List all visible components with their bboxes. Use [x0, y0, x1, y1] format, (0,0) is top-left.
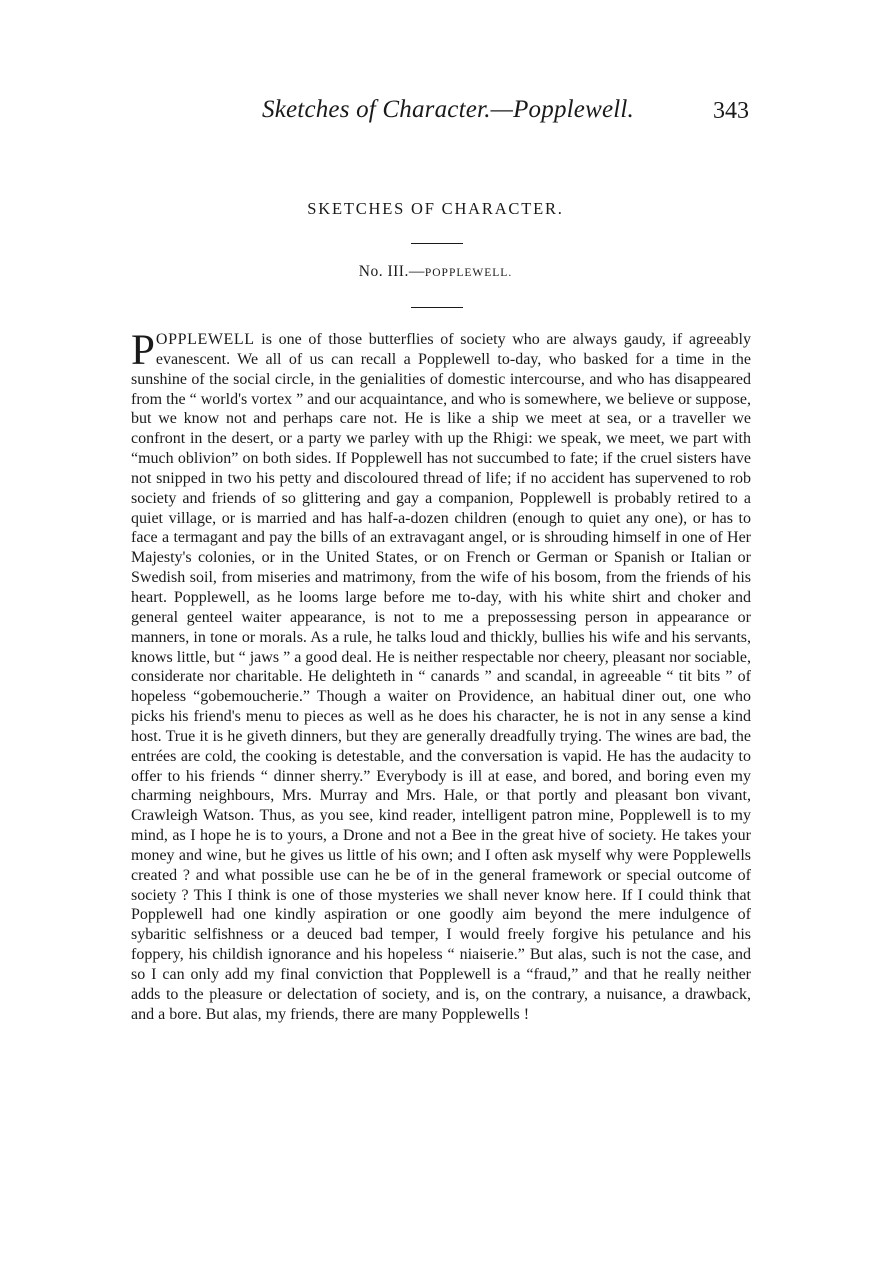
- subtitle-number: No. III.—: [358, 263, 425, 280]
- lead-word: OPPLEWELL: [155, 331, 255, 348]
- subtitle-name: POPPLEWELL.: [424, 267, 513, 279]
- running-title: Sketches of Character.—Popplewell.: [262, 96, 635, 123]
- article-subtitle: [0, 263, 871, 281]
- drop-cap: P: [131, 327, 155, 374]
- article-body: [131, 327, 752, 1025]
- body-paragraph: [131, 327, 752, 1025]
- paragraph-text: is one of those butterflies of society who are always gaudy, if agreeably evanescent. We all of us can recall a Popplewell to-day, who basked for a time in the sunshine of the social circle, in the genialities of domestic intercourse, and who has disappeared from the “ world's vortex ” and our acquaintance, and who is somewhere, we believe or suppose, but we know not and perhaps care not. He is like a ship we meet at sea, or a traveller we confront in the desert, or a party we parley with up the Rhigi: we speak, we meet, we part with “much oblivion” on both sides. If Popplewell has not succumbed to fate; if the cruel sisters have not snipped in two his petty and discoloured thread of life; if no accident has supervened to rob society and friends of so glittering and gay a companion, Popplewell is probably retired to a quiet village, or is married and has half-a-dozen children (enough to quiet any one), or has to face a termagant and pay the bills of an extravagant angel, or is shrouding himself in one of Her Majesty's colonies, or in the United States, or on French or German or Spanish or Italian or Swedish soil, from miseries and matrimony, from the wife of his bosom, from the friends of his heart. Popplewell, as he looms large before me to-day, with his white shirt and choker and general genteel waiter appearance, is not to me a prepossessing person in appearance or manners, in tone or morals. As a rule, he talks loud and thickly, bullies his wife and his servants, knows little, but “ jaws ” a good deal. He is neither respectable nor cheery, pleasant nor sociable, considerate nor charitable. He delighteth in “ canards ” and scandal, in agreeable “ tit bits ” of hopeless “gobemoucherie.” Though a waiter on Providence, an habitual diner out, one who picks his friend's menu to pieces as well as he does his character, he is not in any sense a kind host. True it is he giveth dinners, but they are generally dreadfully trying. The wines are bad, the entrées are cold, the cooking is detestable, and the conversation is vapid. He has the audacity to offer to his friends “ dinner sherry.” Everybody is ill at ease, and bored, and boring even my charming neighbours, Mrs. Murray and Mrs. Hale, or that portly and pleasant bon vivant, Crawleigh Watson. Thus, as you see, kind reader, intelligent patron mine, Popplewell is to my mind, as I hope he is to yours, a Drone and not a Bee in the great hive of society. He takes your money and wine, but he gives us little of his own; and I often ask myself why were Popplewells created ? and what possible use can he be of in the general framework or special outcome of society ? This I think is one of those mysteries we shall never know here. If I could think that Popplewell had one kindly aspiration or one goodly aim beyond the mere indulgence of sybaritic selfishness or a deuced bad temper, I would freely forgive his petulance and his foppery, his childish ignorance and his hopeless “ niaiserie.” But alas, such is not the case, and so I can only add my final conviction that Popplewell is a “fraud,” and that he really neither adds to the pleasure or delectation of society, and is, on the contrary, a nuisance, a drawback, and a bore. But alas, my friends, there are many Popplewells !: [131, 331, 752, 1023]
- page-number: 343: [713, 98, 749, 124]
- subtitle-divider: [411, 307, 463, 308]
- running-head: [0, 96, 871, 136]
- title-divider: [411, 243, 463, 244]
- article-title: SKETCHES OF CHARACTER.: [307, 199, 564, 218]
